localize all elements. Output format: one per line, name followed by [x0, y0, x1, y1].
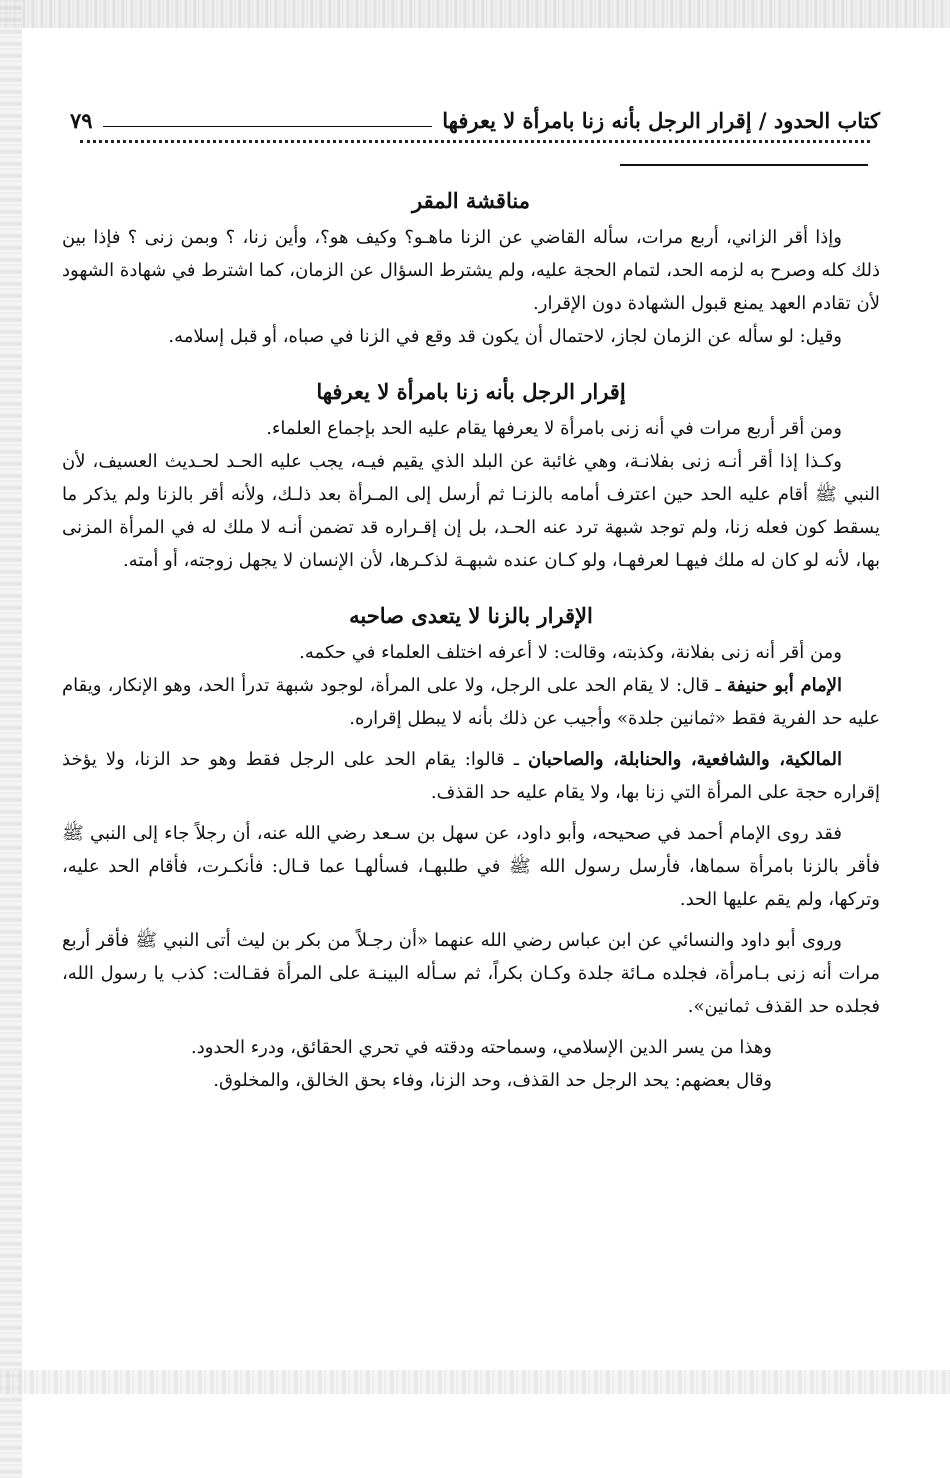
- section-heading-3: الإقرار بالزنا لا يتعدى صاحبه: [349, 603, 593, 628]
- paragraph: ومن أقر أنه زنى بفلانة، وكذبته، وقالت: لا أعرفه اختلف العلماء في حكمه.: [299, 642, 842, 663]
- section-heading-2: إقرار الرجل بأنه زنا بامرأة لا يعرفها: [316, 379, 626, 404]
- header-title: كتاب الحدود / إقرار الرجل بأنه زنا بامرأة لا يعرفها: [442, 107, 880, 133]
- short-divider: [620, 164, 868, 166]
- paragraph-abu-hanifa: [62, 669, 880, 735]
- paragraph: وروى أبو داود والنسائي عن ابن عباس رضي الله عنهما «أن رجـلاً من بكر بن ليث أتى النبي ﷺ فأقر أربع مرات أنه زنى بـامرأة، فجلده مـائة جلدة وكـان بكراً، ثم سـأله البينـة على المرأة فقـالت: كذب يا رسول الله، فجلده حد القذف ثمانين».: [62, 930, 880, 1017]
- section-heading-1: مناقشة المقر: [412, 188, 530, 213]
- scan-border-left: [0, 0, 22, 1478]
- paragraph: ومن أقر أربع مرات في أنه زنى بامرأة لا يعرفها يقام عليه الحد بإجماع العلماء.: [266, 418, 842, 439]
- paragraph: وقال بعضهم: يحد الرجل حد القذف، وحد الزنا، وفاء بحق الخالق، والمخلوق.: [213, 1070, 772, 1091]
- bold-lead: المالكية، والشافعية، والحنابلة، والصاحبان: [528, 749, 842, 770]
- paragraph: فقد روى الإمام أحمد في صحيحه، وأبو داود، عن سهل بن سـعد رضي الله عنه، أن رجلاً جاء إلى النبي ﷺ فأقر بالزنا بامرأة سماها، فأرسل رسول الله ﷺ في طلبهـا، فسألهـا عما قـال: فأنكـرت، فأقام الحد عليه، وتركها، ولم يقم عليها الحد.: [62, 823, 880, 910]
- page-number: ٧٩: [70, 107, 93, 133]
- paragraph: وإذا أقر الزاني، أربع مرات، سأله القاضي عن الزنا ماهـو؟ وكيف هو؟، وأين زنا، ؟ وبمن زنى ؟ فإذا بين ذلك كله وصرح به لزمه الحد، لتمام الحجة عليه، ولم يشترط السؤال عن الزمان، كما اشترط في شهادة الشهود لأن تقادم العهد يمنع قبول الشهادة دون الإقرار.: [62, 227, 880, 314]
- paragraph-majority: [62, 743, 880, 809]
- paragraph-rest: ـ قالوا: يقام الحد على الرجل فقط وهو حد الزنا، ولا يؤخذ إقراره حجة على المرأة التي زنا بها، ولا يقام عليه حد القذف.: [62, 749, 880, 803]
- bold-lead: الإمام أبو حنيفة: [726, 675, 842, 696]
- dotted-divider: [80, 140, 870, 153]
- paragraph-rest: ـ قال: لا يقام الحد على الرجل، ولا على المرأة، لوجود شبهة تدرأ الحد، وهو الإنكار، ويقام عليه حد الفرية فقط «ثمانين جلدة» وأجيب عن ذلك بأنه لا يبطل إقراره.: [62, 675, 880, 729]
- page-body: [62, 180, 880, 1097]
- header-rule: [103, 126, 433, 127]
- paragraph: وهذا من يسر الدين الإسلامي، وسماحته ودقته في تحري الحقائق، ودرء الحدود.: [190, 1037, 772, 1058]
- scan-border-top: [0, 0, 950, 28]
- running-header: [70, 100, 880, 140]
- scan-border-bottom: [0, 1370, 950, 1394]
- paragraph: وكـذا إذا أقر أنـه زنى بفلانـة، وهي غائبة عن البلد الذي يقيم فيـه، يجب عليه الحـد لحـديث العسيف، لأن النبي ﷺ أقام عليه الحد حين اعترف أمامه بالزنـا ثم أرسل إلى المـرأة بعد ذلـك، ولأنه أقر بالزنا ولم يذكر ما يسقط كون فعله زنا، ولم توجد شبهة ترد عنه الحـد، بل إن إقـراره قد تضمن أنـه لا ملك له في المرأة المزنى بها، لأنه لو كان له ملك فيهـا لعرفهـا، ولو كـان عنده شبهـة لذكـرها، لأن الإنسان لا يجهل زوجته، أو أمته.: [62, 451, 880, 571]
- paragraph: وقيل: لو سأله عن الزمان لجاز، لاحتمال أن يكون قد وقع في الزنا في صباه، أو قبل إسلامه.: [168, 326, 842, 347]
